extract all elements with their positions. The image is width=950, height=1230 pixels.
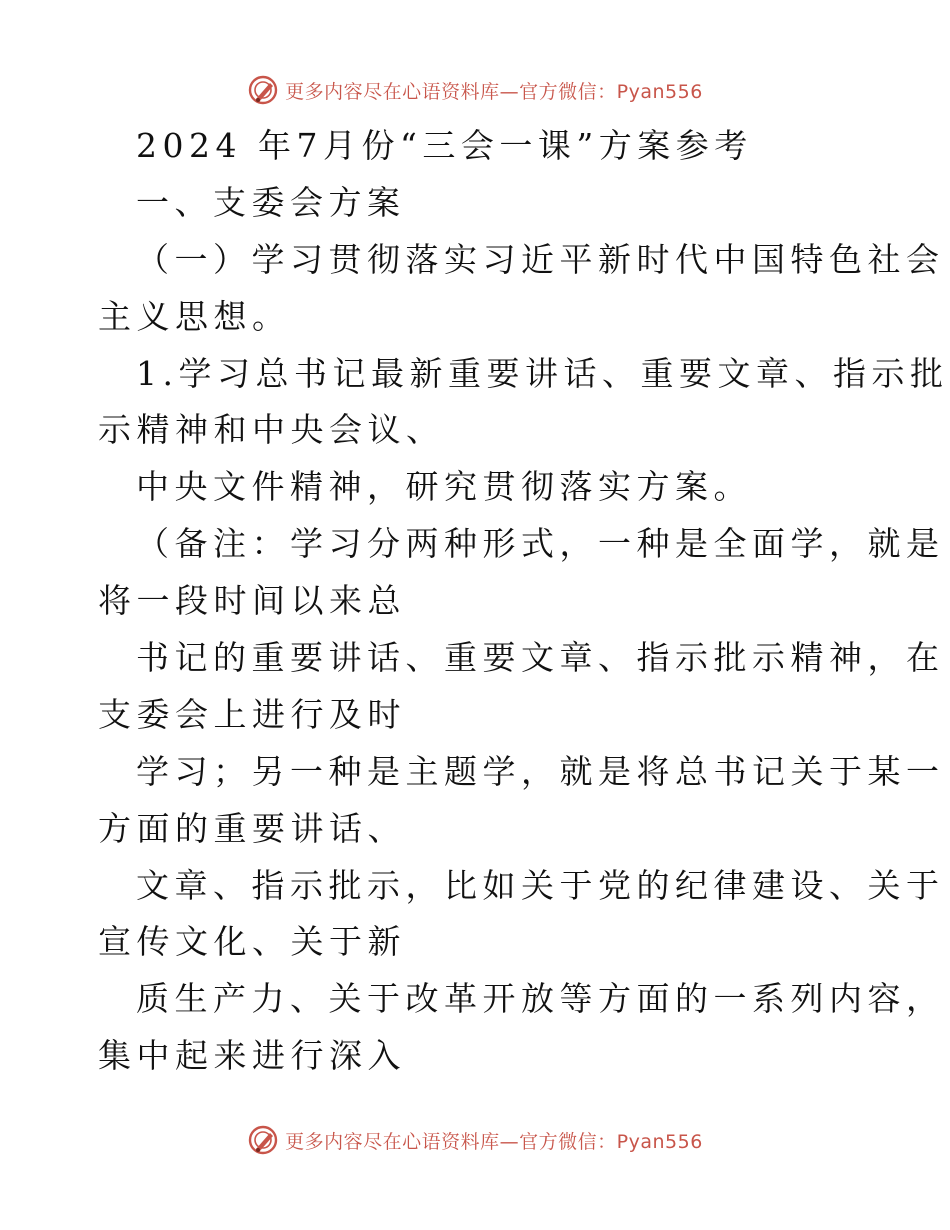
doc-title: 2024 年7月份“三会一课”方案参考 xyxy=(136,126,753,165)
watermark-text: 更多内容尽在心语资料库—官方微信：Pyan556 xyxy=(285,1130,703,1153)
brand-logo-icon xyxy=(247,1124,279,1156)
text-line: 中央文件精神，研究贯彻落实方案。 xyxy=(136,467,752,507)
text-line: （备注：学习分两种形式，一种是全面学，就是 xyxy=(136,524,945,564)
text-line: 主义思想。 xyxy=(98,296,291,336)
watermark-banner-top xyxy=(0,70,950,110)
text-line: 质生产力、关于改革开放等方面的一系列内容， xyxy=(136,979,945,1019)
watermark-banner-bottom xyxy=(0,1120,950,1160)
text-line: 示精神和中央会议、 xyxy=(98,410,445,450)
text-line: 集中起来进行深入 xyxy=(98,1036,406,1076)
watermark-text: 更多内容尽在心语资料库—官方微信：Pyan556 xyxy=(285,80,703,103)
text-line: 文章、指示批示，比如关于党的纪律建设、关于 xyxy=(136,865,945,905)
text-line: 1.学习总书记最新重要讲话、重要文章、指示批 xyxy=(136,353,949,393)
text-line: 将一段时间以来总 xyxy=(98,581,406,621)
text-line: 宣传文化、关于新 xyxy=(98,922,406,962)
document-body xyxy=(98,118,949,1085)
text-line: 书记的重要讲话、重要文章、指示批示精神，在 xyxy=(136,638,945,678)
brand-logo-icon xyxy=(247,74,279,106)
text-line: 支委会上进行及时 xyxy=(98,694,406,734)
text-line: 学习；另一种是主题学，就是将总书记关于某一 xyxy=(136,751,945,791)
section-heading: 一、支委会方案 xyxy=(136,182,406,222)
subsection-heading: （一）学习贯彻落实习近平新时代中国特色社会 xyxy=(136,239,945,279)
text-line: 方面的重要讲话、 xyxy=(98,808,406,848)
